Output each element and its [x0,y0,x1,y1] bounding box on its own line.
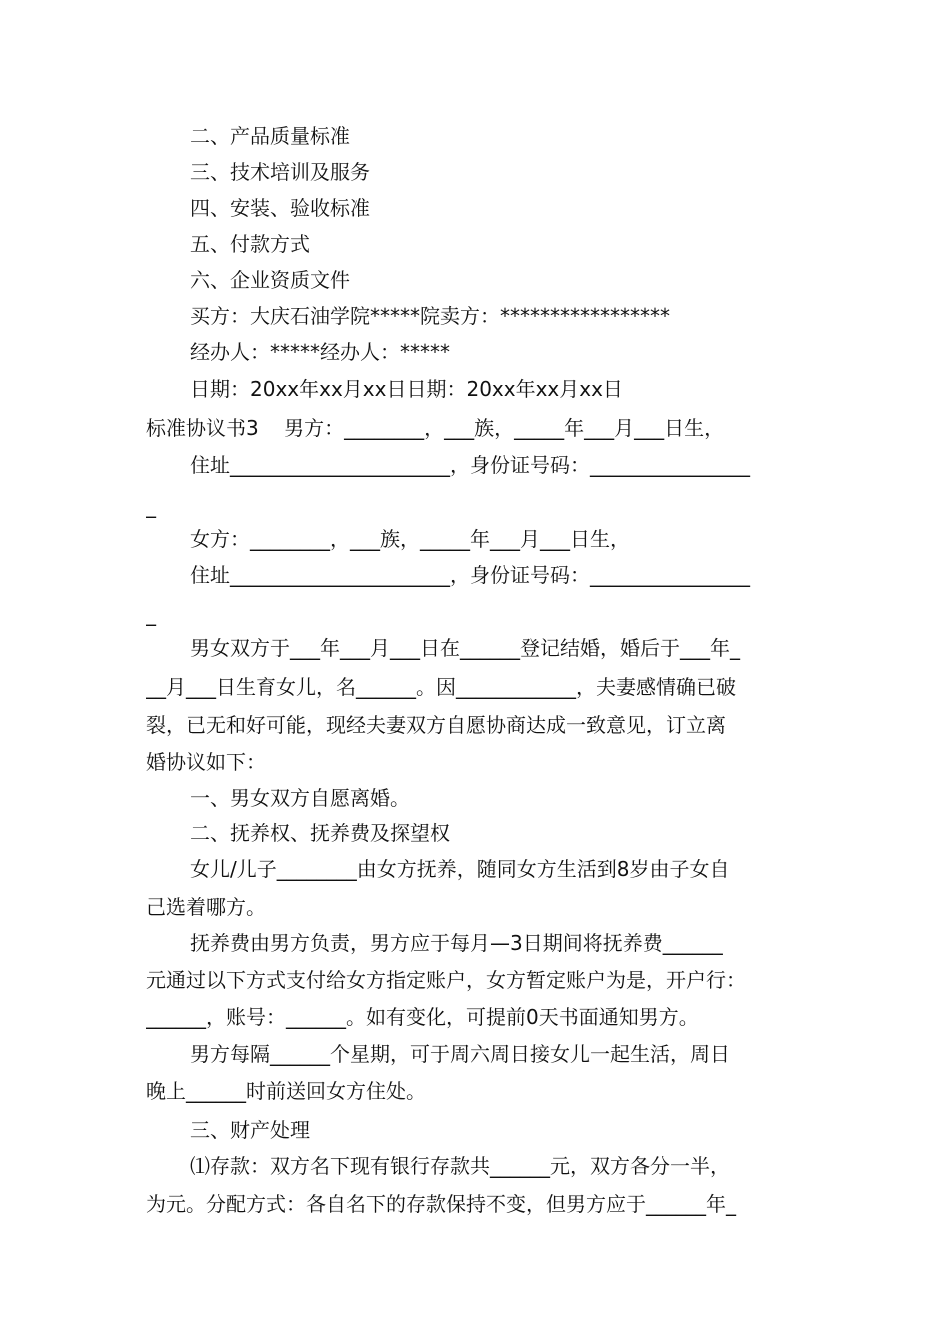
text-line: 男方每隔______个星期，可于周六周日接女儿一起生活，周日 [190,1042,730,1066]
text-line: 元通过以下方式支付给女方指定账户，女方暂定账户为是，开户行： [146,968,746,992]
text-line: ⑴存款：双方名下现有银行存款共______元，双方各分一半， [190,1154,730,1178]
text-line: 四、安装、验收标准 [190,196,370,220]
text-line: 五、付款方式 [190,232,310,256]
section-heading-line: 标准协议书3 男方：________，___族，_____年___月___日生， [146,416,725,440]
text-line: 住址______________________，身份证号码：________________ [190,563,750,587]
text-line: __月___日生育女儿，名______。因____________，夫妻感情确已破 [146,675,736,699]
text-line: _ [146,494,156,518]
text-line: 女方：________，___族，_____年___月___日生， [190,527,630,551]
text-line: 女儿/儿子________由女方抚养，随同女方生活到8岁由子女自 [190,857,730,881]
text-line: 二、产品质量标准 [190,124,350,148]
text-line: 抚养费由男方负责，男方应于每月—3日期间将抚养费______ [190,931,723,955]
text-line: 日期：20xx年xx月xx日日期：20xx年xx月xx日 [190,377,623,401]
text-line: 婚协议如下： [146,750,266,774]
text-line: 住址______________________，身份证号码：________________ [190,453,750,477]
text-line: 为元。分配方式：各自名下的存款保持不变，但男方应于______年_ [146,1192,736,1216]
text-line: _ [146,602,156,626]
text-line: 裂，已无和好可能，现经夫妻双方自愿协商达成一致意见，订立离 [146,713,726,737]
text-line: 男女双方于___年___月___日在______登记结婚，婚后于___年_ [190,636,740,660]
text-line: 晚上______时前送回女方住处。 [146,1079,426,1103]
text-line: 经办人：*****经办人：***** [190,340,450,364]
text-line: 六、企业资质文件 [190,268,350,292]
text-line: ______，账号：______。如有变化，可提前0天书面通知男方。 [146,1005,699,1029]
text-line: 三、财产处理 [190,1118,310,1142]
text-line: 己选着哪方。 [146,895,266,919]
text-line: 二、抚养权、抚养费及探望权 [190,821,450,845]
text-line: 买方：大庆石油学院*****院卖方：***************** [190,304,670,328]
text-line: 三、技术培训及服务 [190,160,370,184]
text-line: 一、男女双方自愿离婚。 [190,786,410,810]
